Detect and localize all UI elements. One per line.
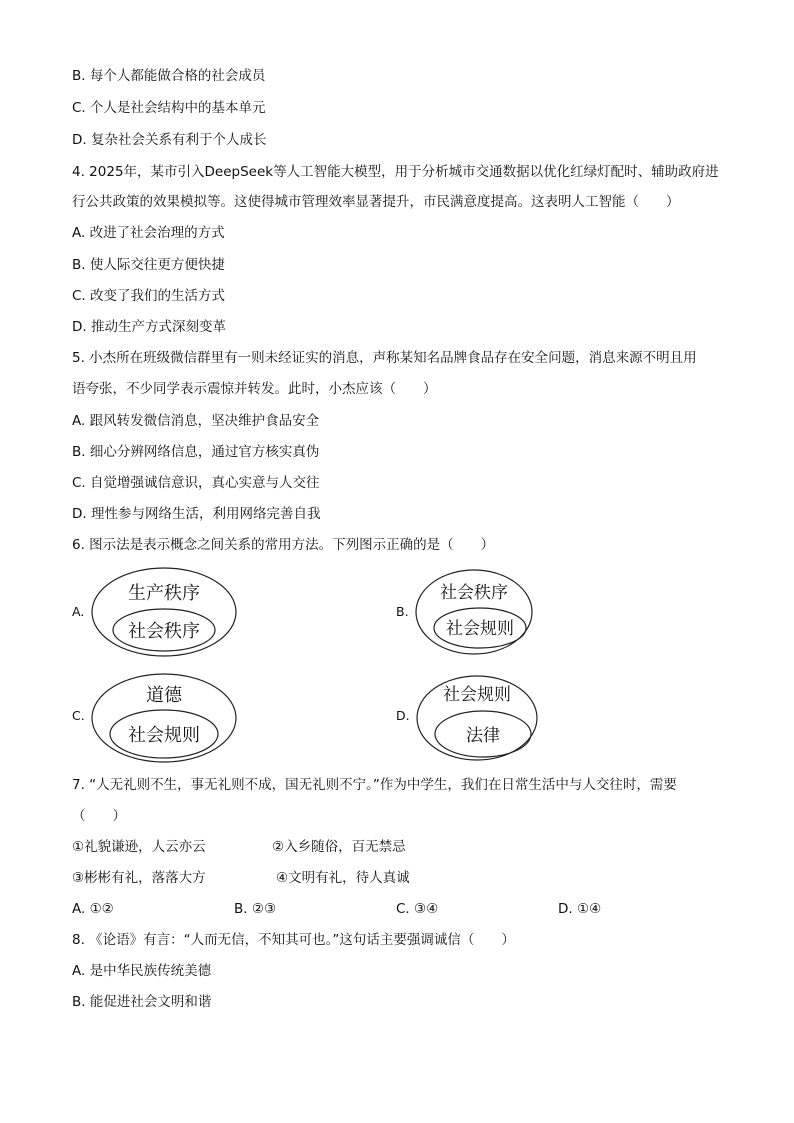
q6-diagram-c (90, 672, 240, 764)
q8-option-a: A. 是中华民族传统美德 (72, 963, 212, 979)
q7-option-d: D. ①④ (558, 901, 602, 917)
q5-stem-line2: 语夸张，不少同学表示震惊并转发。此时，小杰应该（ ） (72, 381, 437, 397)
q4-option-c: C. 改变了我们的生活方式 (72, 288, 226, 304)
q6-label-a: A. (72, 604, 85, 619)
q4-option-d: D. 推动生产方式深刻变革 (72, 319, 226, 335)
q6-label-c: C. (72, 708, 85, 723)
q6-label-b: B. (396, 604, 409, 619)
q3-option-b: B. 每个人都能做合格的社会成员 (72, 68, 266, 84)
q6-stem: 6. 图示法是表示概念之间关系的常用方法。下列图示正确的是（ ） (72, 537, 495, 553)
q5-option-c: C. 自觉增强诚信意识，真心实意与人交往 (72, 475, 320, 491)
q3-option-d: D. 复杂社会关系有利于个人成长 (72, 132, 267, 148)
q5-option-d: D. 理性参与网络生活，利用网络完善自我 (72, 506, 321, 522)
q5-option-a: A. 跟风转发微信消息，坚决维护食品安全 (72, 413, 320, 429)
q4-stem-line1: 4. 2025年，某市引入DeepSeek等人工智能大模型，用于分析城市交通数据以优化红绿灯配时、辅助政府进 (72, 164, 719, 180)
q4-stem-line2: 行公共政策的效果模拟等。这使得城市管理效率显著提升，市民满意度提高。这表明人工智能（ ） (72, 194, 680, 210)
q6-diagram-b (414, 568, 536, 656)
q7-option-c: C. ③④ (396, 901, 439, 917)
q7-option-b: B. ②③ (234, 901, 277, 917)
q7-statement-1: ①礼貌谦逊，人云亦云 (72, 839, 206, 855)
q7-stem-line2: （ ） (72, 808, 126, 824)
q6-d-outer-text: 社会规则 (443, 685, 511, 705)
q6-b-outer-text: 社会秩序 (440, 583, 508, 603)
q6-a-outer-text: 生产秩序 (128, 583, 200, 604)
q5-stem-line1: 5. 小杰所在班级微信群里有一则未经证实的消息，声称某知名品牌食品存在安全问题，消息来源不明且用 (72, 350, 697, 366)
q6-label-d: D. (396, 708, 410, 723)
q3-option-c: C. 个人是社会结构中的基本单元 (72, 100, 266, 116)
q7-statement-2: ②入乡随俗，百无禁忌 (272, 839, 406, 855)
q6-c-outer-text: 道德 (146, 685, 182, 706)
q7-stem-line1: 7. “人无礼则不生，事无礼则不成，国无礼则不宁。”作为中学生，我们在日常生活中与人交往时，需要 (72, 777, 677, 793)
q6-diagram-a (90, 566, 240, 658)
q6-d-inner-text: 法律 (466, 726, 500, 746)
q6-diagram-d (414, 674, 540, 762)
q8-stem: 8. 《论语》有言：“人而无信，不知其可也。”这句话主要强调诚信（ ） (72, 932, 515, 948)
q6-b-inner-text: 社会规则 (446, 619, 514, 639)
q6-a-inner-text: 社会秩序 (128, 621, 200, 642)
q4-option-b: B. 使人际交往更方便快捷 (72, 257, 225, 273)
q8-option-b: B. 能促进社会文明和谐 (72, 994, 212, 1010)
q4-option-a: A. 改进了社会治理的方式 (72, 225, 225, 241)
q7-option-a: A. ①② (72, 901, 114, 917)
q7-statement-4: ④文明有礼，待人真诚 (276, 870, 410, 886)
q6-c-inner-text: 社会规则 (128, 725, 200, 746)
q5-option-b: B. 细心分辨网络信息，通过官方核实真伪 (72, 444, 320, 460)
q7-statement-3: ③彬彬有礼，落落大方 (72, 870, 206, 886)
